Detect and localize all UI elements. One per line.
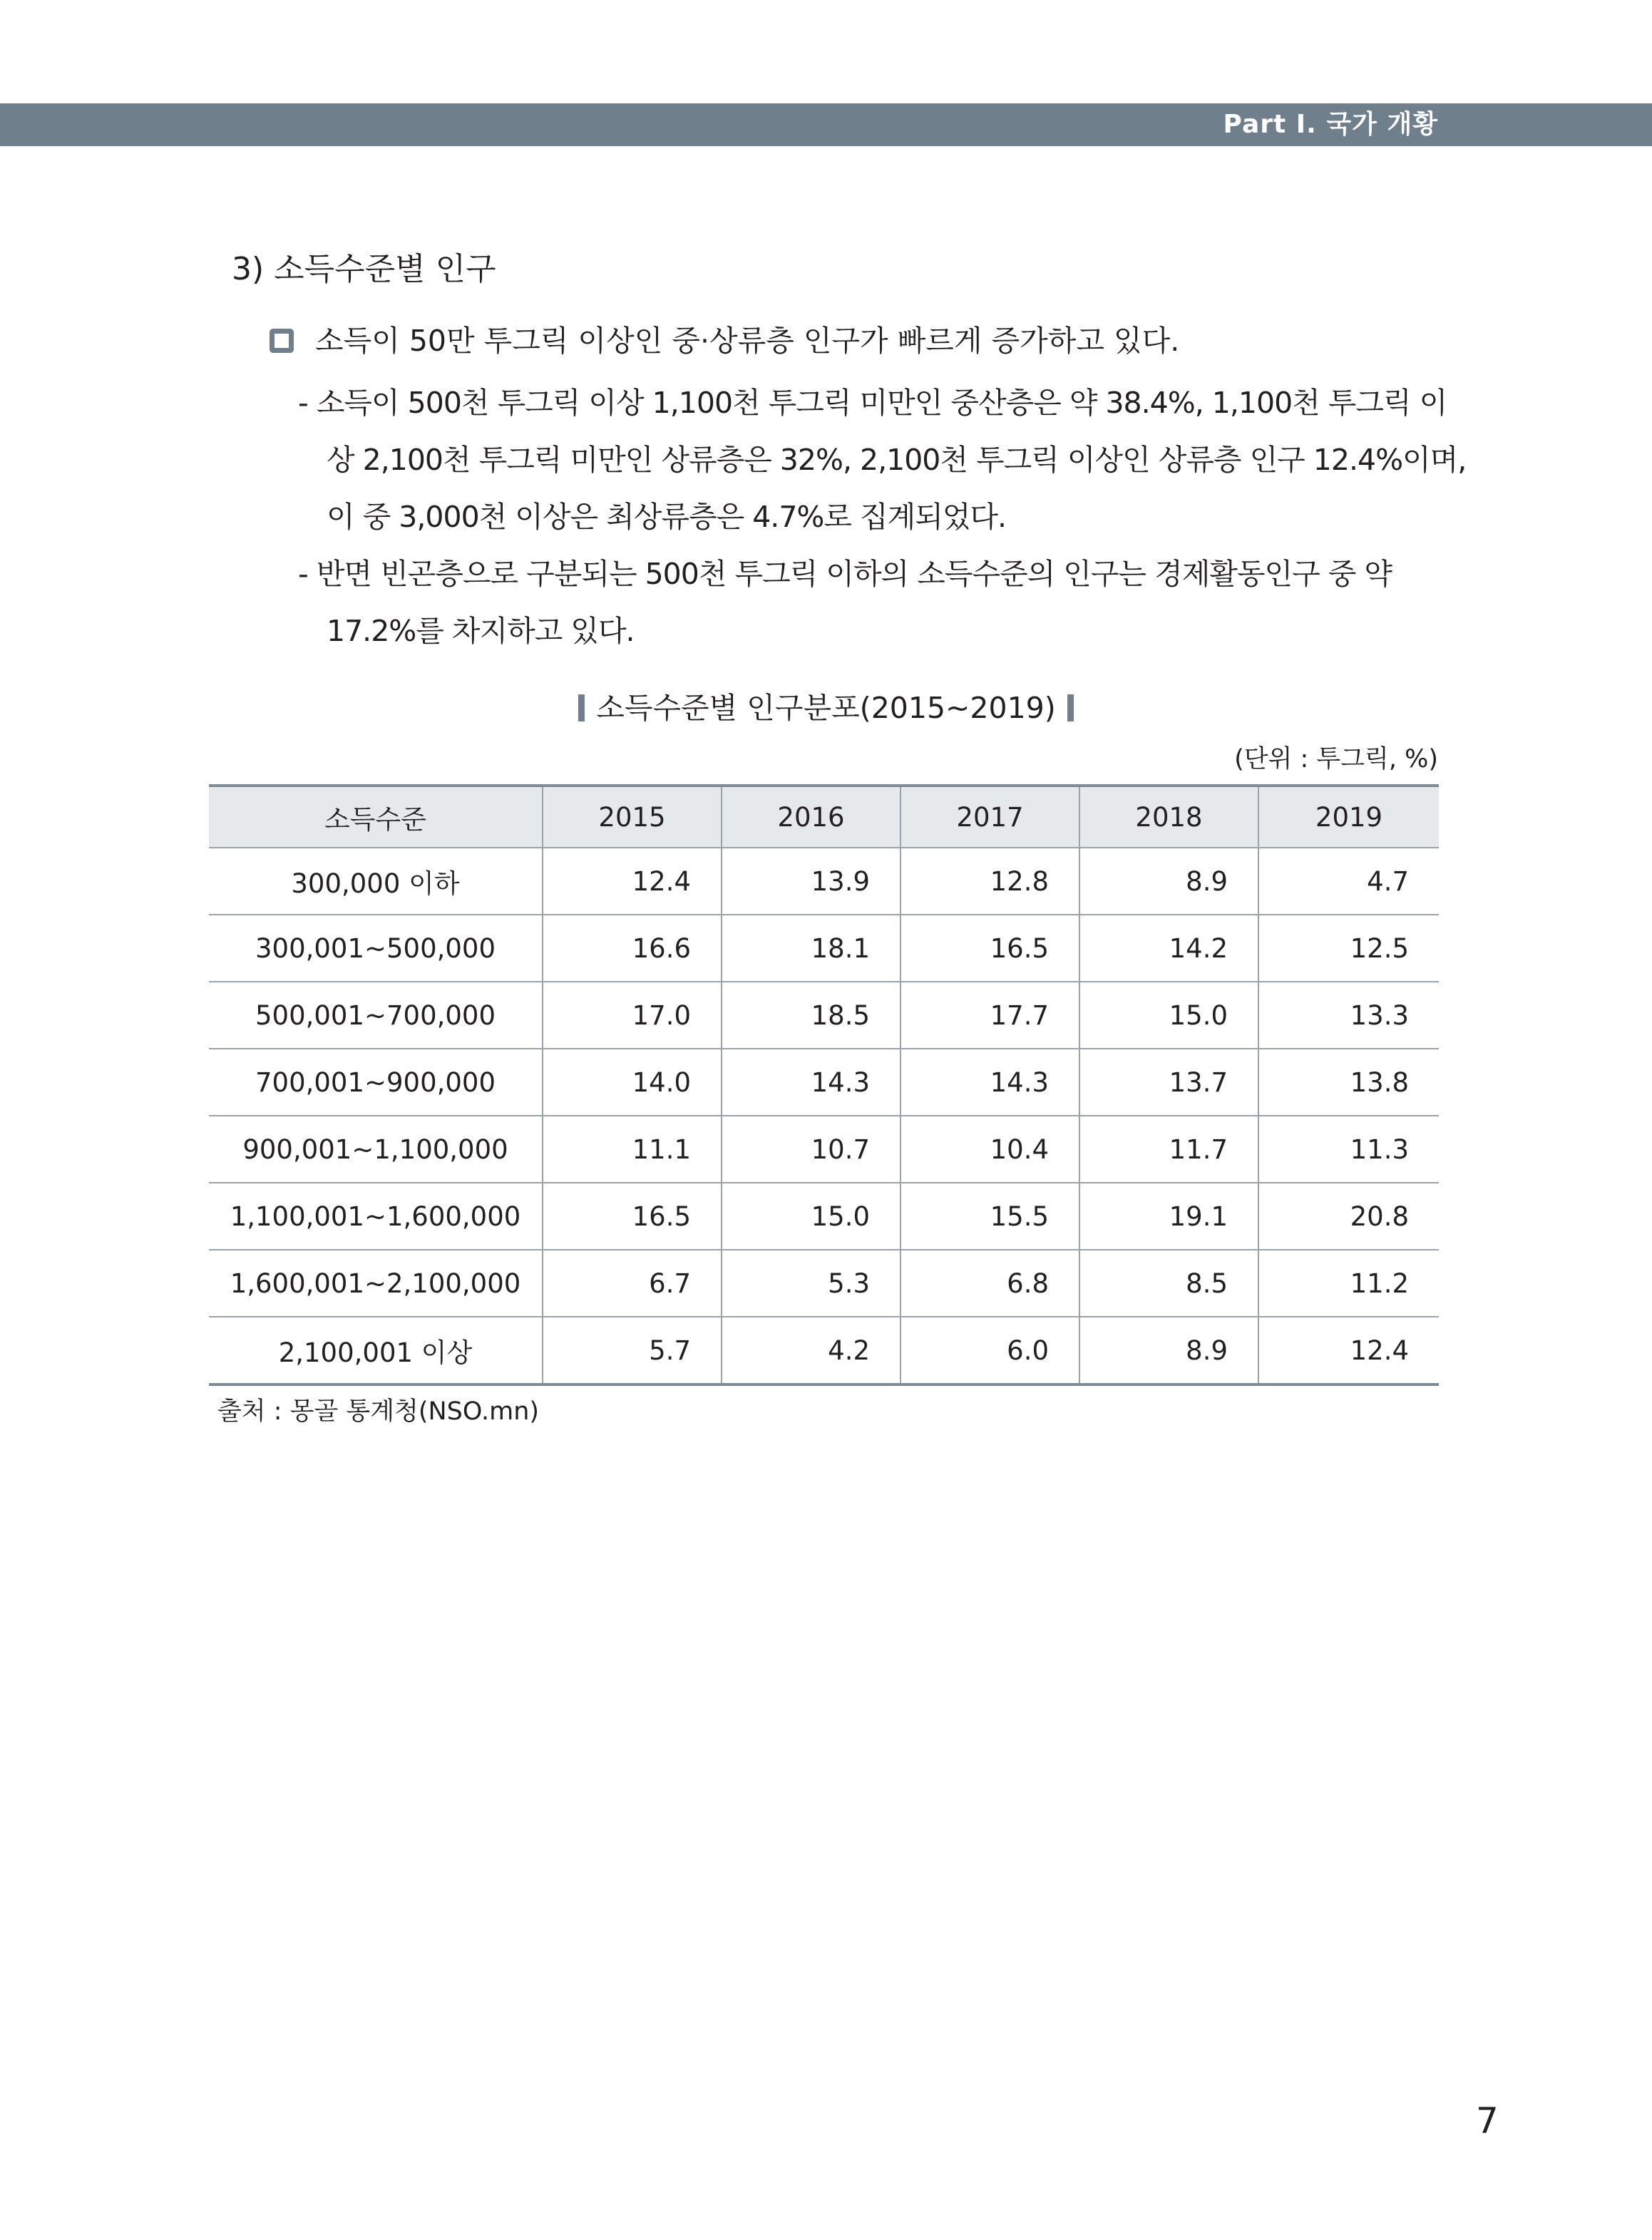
income-level-cell: 300,001~500,000: [209, 915, 543, 982]
value-cell: 13.9: [722, 848, 901, 915]
value-cell: 5.3: [722, 1250, 901, 1317]
table-title: [0, 687, 1652, 729]
income-level-cell: 900,001~1,100,000: [209, 1116, 543, 1183]
value-cell: 11.3: [1258, 1116, 1439, 1183]
value-cell: 8.9: [1079, 848, 1258, 915]
column-header: 2017: [901, 786, 1079, 848]
value-cell: 15.0: [722, 1183, 901, 1250]
value-cell: 16.6: [543, 915, 722, 982]
value-cell: 12.4: [1258, 1317, 1439, 1384]
table-unit: (단위 : 투그릭, %): [1234, 745, 1438, 774]
value-cell: 6.8: [901, 1250, 1079, 1317]
table-row: [209, 1183, 1439, 1250]
income-level-cell: 1,100,001~1,600,000: [209, 1183, 543, 1250]
value-cell: 12.5: [1258, 915, 1439, 982]
column-header: 2019: [1258, 786, 1439, 848]
value-cell: 4.2: [722, 1317, 901, 1384]
income-level-cell: 1,600,001~2,100,000: [209, 1250, 543, 1317]
value-cell: 17.0: [543, 982, 722, 1049]
value-cell: 14.2: [1079, 915, 1258, 982]
value-cell: 10.4: [901, 1116, 1079, 1183]
value-cell: 19.1: [1079, 1183, 1258, 1250]
bullet-line: [270, 319, 1179, 362]
section-title: 3) 소득수준별 인구: [232, 251, 496, 287]
value-cell: 11.7: [1079, 1116, 1258, 1183]
value-cell: 6.7: [543, 1250, 722, 1317]
value-cell: 11.2: [1258, 1250, 1439, 1317]
value-cell: 16.5: [901, 915, 1079, 982]
table-source: 출처 : 몽골 통계청(NSO.mn): [217, 1397, 540, 1426]
page-number: 7: [1476, 2100, 1499, 2142]
value-cell: 6.0: [901, 1317, 1079, 1384]
column-header: 2016: [722, 786, 901, 848]
part-heading: Part Ⅰ. 국가 개황: [1223, 110, 1438, 139]
table-row: [209, 1116, 1439, 1183]
value-cell: 4.7: [1258, 848, 1439, 915]
value-cell: 15.5: [901, 1183, 1079, 1250]
value-cell: 12.8: [901, 848, 1079, 915]
table-row: [209, 1317, 1439, 1384]
value-cell: 8.9: [1079, 1317, 1258, 1384]
value-cell: 13.7: [1079, 1049, 1258, 1116]
income-level-cell: 700,001~900,000: [209, 1049, 543, 1116]
value-cell: 18.1: [722, 915, 901, 982]
value-cell: 14.3: [901, 1049, 1079, 1116]
value-cell: 16.5: [543, 1183, 722, 1250]
value-cell: 17.7: [901, 982, 1079, 1049]
table-row: [209, 915, 1439, 982]
value-cell: 14.0: [543, 1049, 722, 1116]
value-cell: 10.7: [722, 1116, 901, 1183]
table-row: [209, 1049, 1439, 1116]
paragraph-poverty: - 반면 빈곤층으로 구분되는 500천 투그릭 이하의 소득수준의 인구는 경제활동인구 중 약 17.2%를 차지하고 있다.: [298, 557, 1392, 648]
value-cell: 13.3: [1258, 982, 1439, 1049]
value-cell: 13.8: [1258, 1049, 1439, 1116]
income-level-cell: 300,000 이하: [209, 848, 543, 915]
table-row: [209, 848, 1439, 915]
value-cell: 11.1: [543, 1116, 722, 1183]
title-bar-right: [1067, 694, 1074, 721]
table-row: [209, 1250, 1439, 1317]
income-level-cell: 2,100,001 이상: [209, 1317, 543, 1384]
paragraph-middle-upper-class: - 소득이 500천 투그릭 이상 1,100천 투그릭 미만인 중산층은 약 38.4%, 1,100천 투그릭 이상 2,100천 투그릭 미만인 상류층은 32%, 2,100천 투그릭 이상인 상류층 인구 12.4%이며, 이 중 3,000천 이상은 최상류층은 4.7%로 집계되었다.: [298, 386, 1467, 534]
value-cell: 20.8: [1258, 1183, 1439, 1250]
value-cell: 15.0: [1079, 982, 1258, 1049]
title-bar-left: [578, 694, 585, 721]
value-cell: 14.3: [722, 1049, 901, 1116]
income-distribution-table: [209, 784, 1439, 1386]
income-level-cell: 500,001~700,000: [209, 982, 543, 1049]
value-cell: 5.7: [543, 1317, 722, 1384]
table-header-row: [209, 786, 1439, 848]
value-cell: 18.5: [722, 982, 901, 1049]
table-title-text: 소득수준별 인구분포(2015~2019): [596, 691, 1056, 725]
value-cell: 8.5: [1079, 1250, 1258, 1317]
column-header: 2018: [1079, 786, 1258, 848]
column-header: 소득수준: [209, 786, 543, 848]
column-header: 2015: [543, 786, 722, 848]
value-cell: 12.4: [543, 848, 722, 915]
table-row: [209, 982, 1439, 1049]
header-bar: [0, 103, 1652, 146]
bullet-text: 소득이 50만 투그릭 이상인 중·상류층 인구가 빠르게 증가하고 있다.: [315, 324, 1180, 358]
square-bullet-icon: [270, 329, 294, 353]
